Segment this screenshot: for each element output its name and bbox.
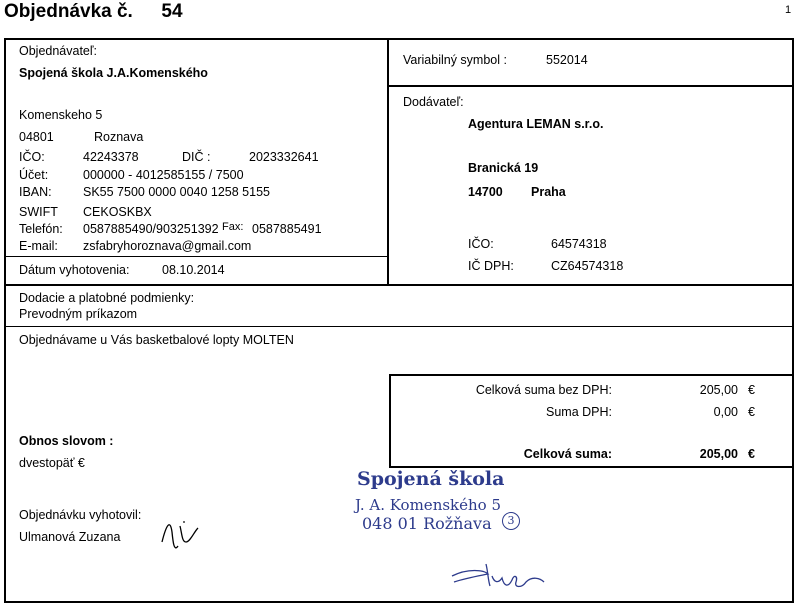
stamp-signature bbox=[448, 558, 550, 592]
page-title bbox=[4, 1, 183, 23]
buyer-iban: SK55 7500 0000 0040 1258 5155 bbox=[83, 185, 270, 199]
title-label: Objednávka č. bbox=[4, 1, 133, 22]
buyer-swift-label: SWIFT bbox=[19, 205, 58, 219]
supplier-bottom-divider bbox=[4, 284, 794, 286]
currency-1: € bbox=[748, 383, 755, 397]
supplier-zip: 14700 bbox=[468, 185, 503, 199]
order-text: Objednávame u Vás basketbalové lopty MOLTEN bbox=[19, 333, 294, 347]
date-value: 08.10.2014 bbox=[162, 263, 225, 277]
total-without-vat-value: 205,00 bbox=[699, 383, 738, 397]
buyer-city: Roznava bbox=[94, 130, 144, 144]
total-value: 205,00 bbox=[699, 447, 738, 461]
terms-value: Prevodným príkazom bbox=[19, 307, 138, 321]
buyer-account: 000000 - 4012585155 / 7500 bbox=[83, 168, 244, 182]
buyer-section-label: Objednávateľ: bbox=[19, 44, 98, 58]
date-divider bbox=[4, 256, 388, 257]
supplier-ico-label: IČO: bbox=[468, 237, 494, 251]
buyer-account-label: Účet: bbox=[19, 168, 49, 182]
issuer-name: Ulmanová Zuzana bbox=[19, 530, 121, 544]
variable-symbol-label: Variabilný symbol : bbox=[403, 53, 507, 67]
stamp-line-1: Spojená škola bbox=[357, 468, 505, 490]
buyer-dic-label: DIČ : bbox=[182, 150, 211, 164]
buyer-swift: CEKOSKBX bbox=[83, 205, 152, 219]
buyer-dic: 2023332641 bbox=[249, 150, 319, 164]
column-divider bbox=[387, 38, 389, 284]
buyer-name: Spojená škola J.A.Komenského bbox=[19, 66, 208, 80]
variable-symbol-divider bbox=[388, 85, 794, 87]
buyer-email: zsfabryhoroznava@gmail.com bbox=[83, 239, 252, 253]
terms-label: Dodacie a platobné podmienky: bbox=[19, 291, 195, 305]
buyer-phone: 0587885490/903251392 bbox=[83, 222, 219, 236]
stamp-line-3: 048 01 Rožňava bbox=[362, 514, 492, 533]
stamp-mark: 3 bbox=[502, 512, 520, 530]
stamp-line-2: J. A. Komenského 5 bbox=[355, 496, 502, 514]
terms-divider bbox=[4, 326, 794, 327]
buyer-email-label: E-mail: bbox=[19, 239, 58, 253]
buyer-ico: 42243378 bbox=[83, 150, 139, 164]
buyer-iban-label: IBAN: bbox=[19, 185, 52, 199]
order-number: 54 bbox=[161, 1, 183, 22]
issuer-signature bbox=[158, 512, 202, 556]
supplier-icdph: CZ64574318 bbox=[551, 259, 624, 273]
supplier-name: Agentura LEMAN s.r.o. bbox=[468, 117, 604, 131]
page-number: 1 bbox=[785, 4, 792, 16]
currency-2: € bbox=[748, 405, 755, 419]
buyer-street: Komenskeho 5 bbox=[19, 108, 103, 122]
buyer-zip: 04801 bbox=[19, 130, 54, 144]
currency-3: € bbox=[748, 447, 755, 461]
supplier-icdph-label: IČ DPH: bbox=[468, 259, 514, 273]
supplier-section-label: Dodávateľ: bbox=[403, 95, 464, 109]
supplier-city: Praha bbox=[531, 185, 566, 199]
supplier-ico: 64574318 bbox=[551, 237, 607, 251]
total-without-vat-label: Celková suma bez DPH: bbox=[475, 383, 612, 397]
in-words-label: Obnos slovom : bbox=[19, 434, 114, 448]
vat-label: Suma DPH: bbox=[546, 405, 612, 419]
buyer-fax-label: Fax: bbox=[222, 221, 244, 233]
date-label: Dátum vyhotovenia: bbox=[19, 263, 130, 277]
issuer-label: Objednávku vyhotovil: bbox=[19, 508, 142, 522]
buyer-ico-label: IČO: bbox=[19, 150, 45, 164]
total-label: Celková suma: bbox=[523, 447, 612, 461]
supplier-street: Branická 19 bbox=[468, 161, 539, 175]
in-words-value: dvestopäť € bbox=[19, 456, 85, 470]
vat-value: 0,00 bbox=[713, 405, 738, 419]
variable-symbol-value: 552014 bbox=[546, 53, 588, 67]
buyer-phone-label: Telefón: bbox=[19, 222, 63, 236]
buyer-fax: 0587885491 bbox=[252, 222, 322, 236]
